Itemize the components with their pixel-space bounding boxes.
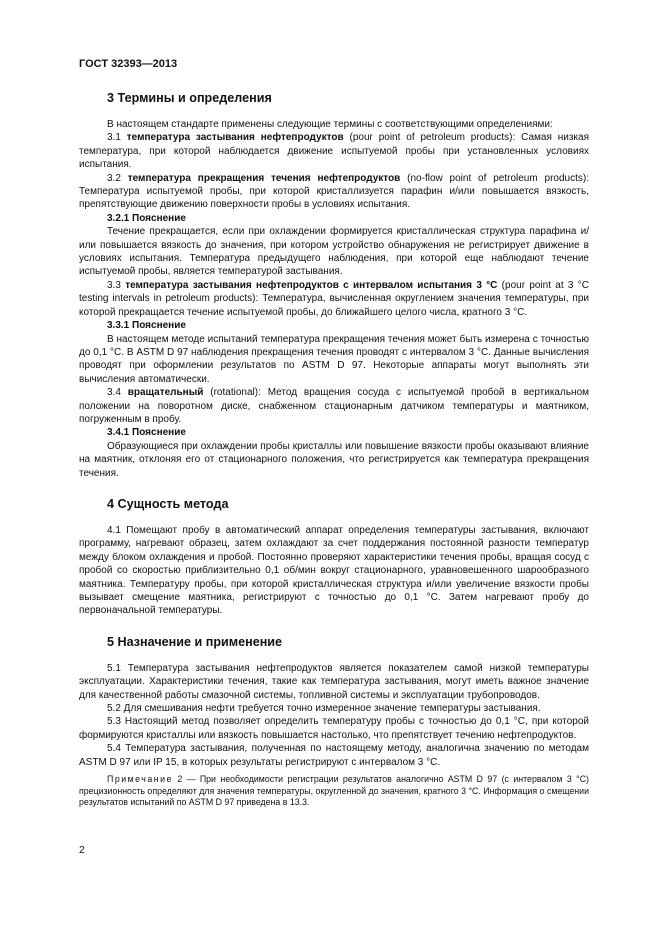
- paragraph-5-2: 5.2 Для смешивания нефти требуется точно измеренное значение температуры застывания.: [107, 703, 541, 715]
- paragraph-5-3: 5.3 Настоящий метод позволяет определить температуру пробы с точностью до 0,1 °C, при которой формируются кристаллы или вязкость повышается настолько, что препятствует течению нефтепродуктов.: [79, 716, 589, 741]
- section-5-title: 5 Назначение и применение: [107, 634, 283, 649]
- document-code: ГОСТ 32393—2013: [79, 58, 178, 70]
- term-3-4: 3.4 вращательный (rotational): Метод вращения сосуда с испытуемой пробой в вертикальном положении на поворотном диске, снабженном стационарным датчиком температуры и маятником, погруженным в пробу.: [79, 387, 590, 425]
- note-3-2-1-text: Течение прекращается, если при охлаждении формируется кристаллическая структура парафина и/или повышается вязкость до значения, при котором устройство обнаружения не регистрирует движение в условиях испытания. Температура предыдущего наблюдения, при которой еще наблюдают течение испытуемой пробы, является температурой застывания.: [79, 226, 589, 278]
- note-3-3-1-title: 3.3.1 Пояснение: [107, 320, 186, 332]
- page-number: 2: [79, 844, 85, 856]
- note-text: 2 — При необходимости регистрации результатов аналогично ASTM D 97 (с интервалом 3 °C) прецизионность определяют для значения температуры, округленной до значения, кратного 3 °C. Информация о смещении результатов испытаний по ASTM D 97 приведена в 13.3.: [79, 774, 589, 808]
- paragraph-5-1: 5.1 Температура застывания нефтепродуктов является показателем самой низкой температуры эксплуатации. Характеристики течения, такие как температура застывания, могут иметь важное значение для качественной работы смазочной системы, топливной системы и эксплуатации трубопроводов.: [79, 662, 589, 701]
- term-3-3-name: температура застывания нефтепродуктов с интервалом испытания 3 °C: [125, 279, 498, 291]
- paragraph-4-1: 4.1 Помещают пробу в автоматический аппарат определения температуры застывания, включают программу, нагревают образец, затем охлаждают за счет поддержания постоянной разности температур между блоком охлаждения и пробой. Постоянно проверяют характеристики течения пробы, вращая сосуд с пробой со скоростью приблизительно 0,1 об/мин вокруг стационарного, уравновешенного шарообразного маятника. Температуру пробы, при которой кристаллическая структура и/или увеличение вязкости пробы вызывает смещение маятника, регистрируют с точностью до 0,1 °C. Затем нагревают пробу до первоначальной температуры.: [79, 524, 589, 617]
- section-4-title: 4 Сущность метода: [107, 496, 229, 511]
- page-content: [79, 90, 589, 809]
- paragraph-5-4: 5.4 Температура застывания, полученная по настоящему методу, аналогична значению по методам ASTM D 97 или IP 15, в которых результаты регистрируют с интервалом 3 °C.: [79, 743, 589, 768]
- term-3-4-name: вращательный: [127, 387, 204, 399]
- term-3-2: 3.2 температура прекращения течения нефтепродуктов (no-flow point of petroleum products): Температура испытуемой пробы, при которой кристаллизуется парафин и/или повышается вязкость, препятствующие движению поверхности пробы в условиях испытания.: [79, 172, 589, 211]
- term-3-1-name: температура застывания нефтепродуктов: [126, 132, 344, 144]
- section-3-title: 3 Термины и определения: [107, 91, 272, 105]
- note-2: [79, 774, 589, 809]
- note-3-2-1-title: 3.2.1 Пояснение: [107, 212, 186, 224]
- note-3-4-1-title: 3.4.1 Пояснение: [107, 427, 186, 439]
- note-label: Примечание: [107, 774, 173, 785]
- term-3-2-name: температура прекращения течения нефтепродуктов: [127, 172, 401, 184]
- note-3-4-1-text: Образующиеся при охлаждении пробы кристаллы или повышение вязкости пробы оказывают влияние на маятник, отклоняя его от стационарного положения, что регистрируется как температура прекращения течения.: [79, 440, 589, 479]
- section-3-intro: В настоящем стандарте применены следующие термины с соответствующими определениями:: [107, 119, 553, 130]
- term-3-1: 3.1 температура застывания нефтепродуктов (pour point of petroleum products): Самая низкая температура, при которой наблюдается движение испытуемой пробы при установленных условиях испытания.: [79, 132, 589, 171]
- note-3-3-1-text: В настоящем методе испытаний температура прекращения течения может быть измерена с точностью до 0,1 °C. В ASTM D 97 наблюдения прекращения течения проводят с интервалом 3 °C. Данные вычисления проводят при оформлении результатов по ASTM D 97. Некоторые аппараты могут выполнять эти вычисления автоматически.: [79, 333, 589, 385]
- term-3-3: 3.3 температура застывания нефтепродуктов с интервалом испытания 3 °C (pour point at 3 °C testing intervals in petroleum products): Температура, вычисленная округлением значения температуры, при которой прекращается течение испытуемой пробы, до ближайшего целого числа, кратного 3 °C.: [79, 279, 589, 318]
